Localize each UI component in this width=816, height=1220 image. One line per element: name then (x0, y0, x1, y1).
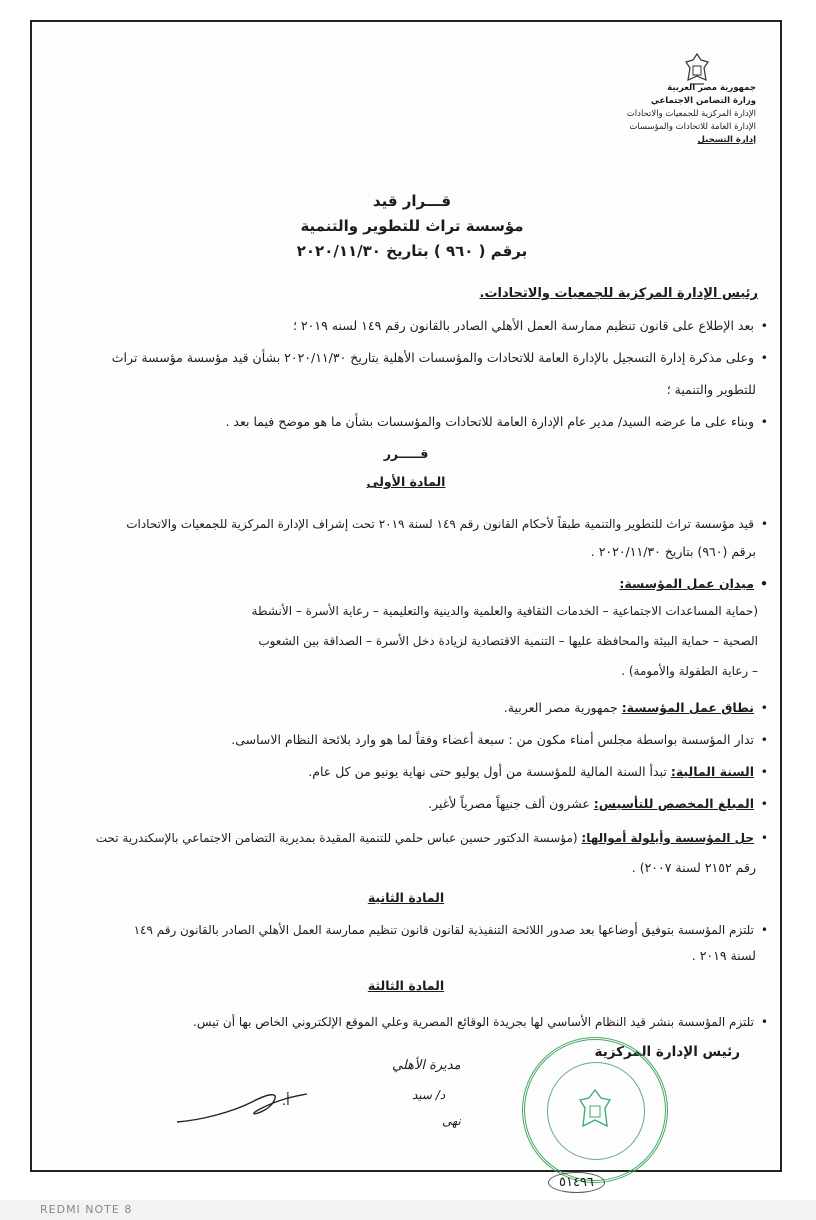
article-1-title: المادة الأولى (366, 474, 446, 489)
foundation-name: مؤسسة تراث للتطوير والتنمية (300, 217, 524, 235)
decision-title: قـــرار قيد (372, 192, 452, 210)
issuer-heading: رئيس الإدارة المركزية للجمعيات والاتحادات. (479, 286, 758, 301)
board-item: • تدار المؤسسة بواسطة مجلس أمناء مكون من : سبعة أعضاء وفقاً لما هو وارد بلائحة النظام الاساسى. (54, 730, 754, 750)
fiscal-year-label: السنة المالية: (670, 764, 754, 779)
header-general-admin: الإدارة العامة للاتحادات والمؤسسات (629, 122, 756, 132)
field-text: (حماية المساعدات الاجتماعية – الخدمات الثقافية والعلمية والدينية والتعليمية – رعاية الأسرة – الأنشطة (251, 604, 758, 618)
dissolution-cont: رقم ٢١٥٢ لسنة ٢٠٠٧) . (631, 860, 756, 875)
field-label: • ميدان عمل المؤسسة: (619, 574, 754, 594)
camera-label: REDMI NOTE 8 (40, 1203, 133, 1216)
preamble-item-cont: للتطوير والتنمية ؛ (666, 382, 756, 397)
decision-word: قـــــرر (383, 446, 429, 461)
field-text: – رعاية الطفولة والأمومة) . (621, 664, 758, 678)
decision-number: برقم ( ٩٦٠ ) بتاريخ ٢٠٢٠/١١/٣٠ (296, 242, 528, 260)
preamble-item: • وعلى مذكرة إدارة التسجيل بالإدارة العامة للاتحادات والمؤسسات الأهلية بتاريخ ٢٠٢٠/١١/٣٠ بشأن قيد مؤسسة مؤسسة تراث (64, 348, 754, 368)
document-page (30, 20, 782, 1172)
header-country: جمهورية مصر العربية (667, 83, 756, 93)
article-1-item-cont: برقم (٩٦٠) بتاريخ ٢٠٢٠/١١/٣٠ . (590, 544, 756, 559)
fiscal-year-value: تبدأ السنة المالية للمؤسسة من أول يوليو حتى نهاية يونيو من كل عام. (308, 764, 667, 779)
handwritten-note: مديرة الأهلي (392, 1058, 461, 1073)
header-central-admin: الإدارة المركزية للجمعيات والاتحادات (626, 109, 756, 119)
preamble-item: • وبناء على ما عرضه السيد/ مدير عام الإدارة العامة للاتحادات والمؤسسات بشأن ما هو موضح فيما بعد . (64, 412, 754, 432)
article-3-title: المادة الثالثة (367, 978, 445, 993)
article-2-item: • تلتزم المؤسسة بتوفيق أوضاعها بعد صدور اللائحة التنفيذية لقانون قانون تنظيم ممارسة العمل الأهلي الصادر بالقانون رقم ١٤٩ (54, 920, 754, 940)
handwritten-note: نهى (442, 1114, 461, 1128)
signatory-title: رئيس الإدارة المركزية (594, 1044, 740, 1060)
fiscal-year-item (54, 762, 754, 782)
header-registration: إدارة التسجيل (697, 135, 756, 145)
camera-watermark (0, 1200, 816, 1220)
signature-initial: أ. (282, 1094, 290, 1109)
amount-value: عشرون ألف جنيهاً مصرياً لأغير. (428, 796, 590, 811)
signature-scribble (172, 1072, 312, 1132)
amount-label: المبلغ المخصص للتأسيس: (593, 796, 754, 811)
ministry-header (566, 82, 756, 147)
article-2-title: المادة الثانية (367, 890, 445, 905)
dissolution-value: (مؤسسة الدكتور حسين عباس حلمي للتنمية المقيدة بمديرية التضامن الاجتماعي بالإسكندرية تحت (95, 831, 578, 845)
article-1-item: • قيد مؤسسة تراث للتطوير والتنمية طبقاً لأحكام القانون رقم ١٤٩ لسنة ٢٠١٩ تحت إشراف الإدارة المركزية للجمعيات والاتحادات (54, 514, 754, 534)
article-3-item: • تلتزم المؤسسة بنشر قيد النظام الأساسي لها بجريدة الوقائع المصرية وعلي الموقع الإلكتروني الخاص بها أن تيس. (54, 1012, 754, 1032)
header-ministry: وزارة التضامن الاجتماعي (650, 96, 756, 106)
scope-item (54, 698, 754, 718)
handwritten-note: د/ سيد (412, 1088, 446, 1102)
article-2-cont: لسنة ٢٠١٩ . (691, 948, 756, 963)
dissolution-item (44, 828, 754, 848)
official-seal (522, 1037, 668, 1183)
field-text: الصحية – حماية البيئة والمحافظة عليها – التنمية الاقتصادية لزيادة دخل الأسرة – الصداقة بين الشعوب (258, 634, 758, 648)
scope-value: جمهورية مصر العربية. (503, 700, 618, 715)
preamble-item: • بعد الإطلاع على قانون تنظيم ممارسة العمل الأهلي الصادر بالقانون رقم ١٤٩ لسنه ٢٠١٩ ؛ (64, 316, 754, 336)
scope-label: نطاق عمل المؤسسة: (621, 700, 754, 715)
amount-item (54, 794, 754, 814)
serial-number: ٥١٤٩٦ (548, 1172, 605, 1193)
dissolution-label: حل المؤسسة وأيلولة أموالها: (581, 831, 754, 845)
seal-eagle-icon (577, 1088, 613, 1132)
